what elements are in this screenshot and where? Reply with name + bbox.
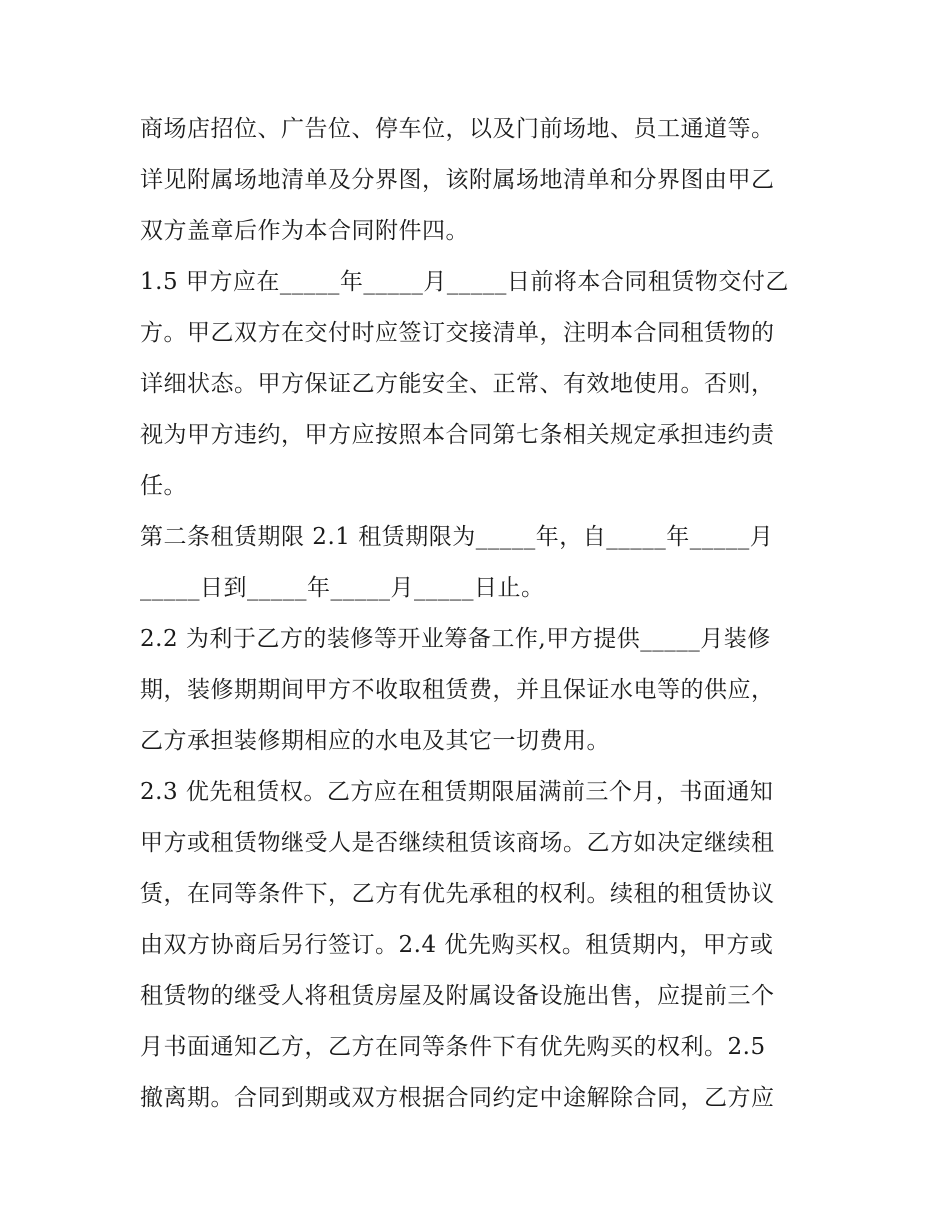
text-line: 赁，在同等条件下，乙方有优先承租的权利。续租的租赁协议 — [140, 881, 775, 907]
text-line: 方。甲乙双方在交付时应签订交接清单，注明本合同租赁物的 — [140, 320, 775, 346]
text-line: 详见附属场地清单及分界图，该附属场地清单和分界图由甲乙 — [140, 167, 775, 193]
text-line: 双方盖章后作为本合同附件四。 — [140, 218, 469, 244]
text-line: 租赁物的继受人将租赁房屋及附属设备设施出售，应提前三个 — [140, 983, 775, 1009]
contract-text — [140, 104, 820, 1124]
text-line: 期，装修期期间甲方不收取租赁费，并且保证水电等的供应， — [140, 677, 775, 703]
text-line: 详细状态。甲方保证乙方能安全、正常、有效地使用。否则， — [140, 371, 775, 397]
text-line: 任。 — [140, 473, 187, 499]
text-line: 由双方协商后另行签订。2.4 优先购买权。租赁期内，甲方或 — [140, 932, 774, 958]
text-line: 第二条租赁期限 2.1 租赁期限为_____年，自_____年_____月 — [140, 524, 774, 550]
text-line: 2.3 优先租赁权。乙方应在租赁期限届满前三个月，书面通知 — [140, 779, 774, 805]
text-line: _____日到_____年_____月_____日止。 — [140, 575, 545, 601]
text-line: 1.5 甲方应在_____年_____月_____日前将本合同租赁物交付乙 — [140, 269, 789, 295]
text-line: 2.2 为利于乙方的装修等开业筹备工作,甲方提供_____月装修 — [140, 626, 771, 652]
text-line: 视为甲方违约，甲方应按照本合同第七条相关规定承担违约责 — [140, 422, 775, 448]
text-line: 撤离期。合同到期或双方根据合同约定中途解除合同，乙方应 — [140, 1085, 775, 1111]
text-line: 商场店招位、广告位、停车位，以及门前场地、员工通道等。 — [140, 116, 775, 142]
text-line: 甲方或租赁物继受人是否继续租赁该商场。乙方如决定继续租 — [140, 830, 775, 856]
text-line: 月书面通知乙方，乙方在同等条件下有优先购买的权利。2.5 — [140, 1034, 766, 1060]
text-line: 乙方承担装修期相应的水电及其它一切费用。 — [140, 728, 610, 754]
